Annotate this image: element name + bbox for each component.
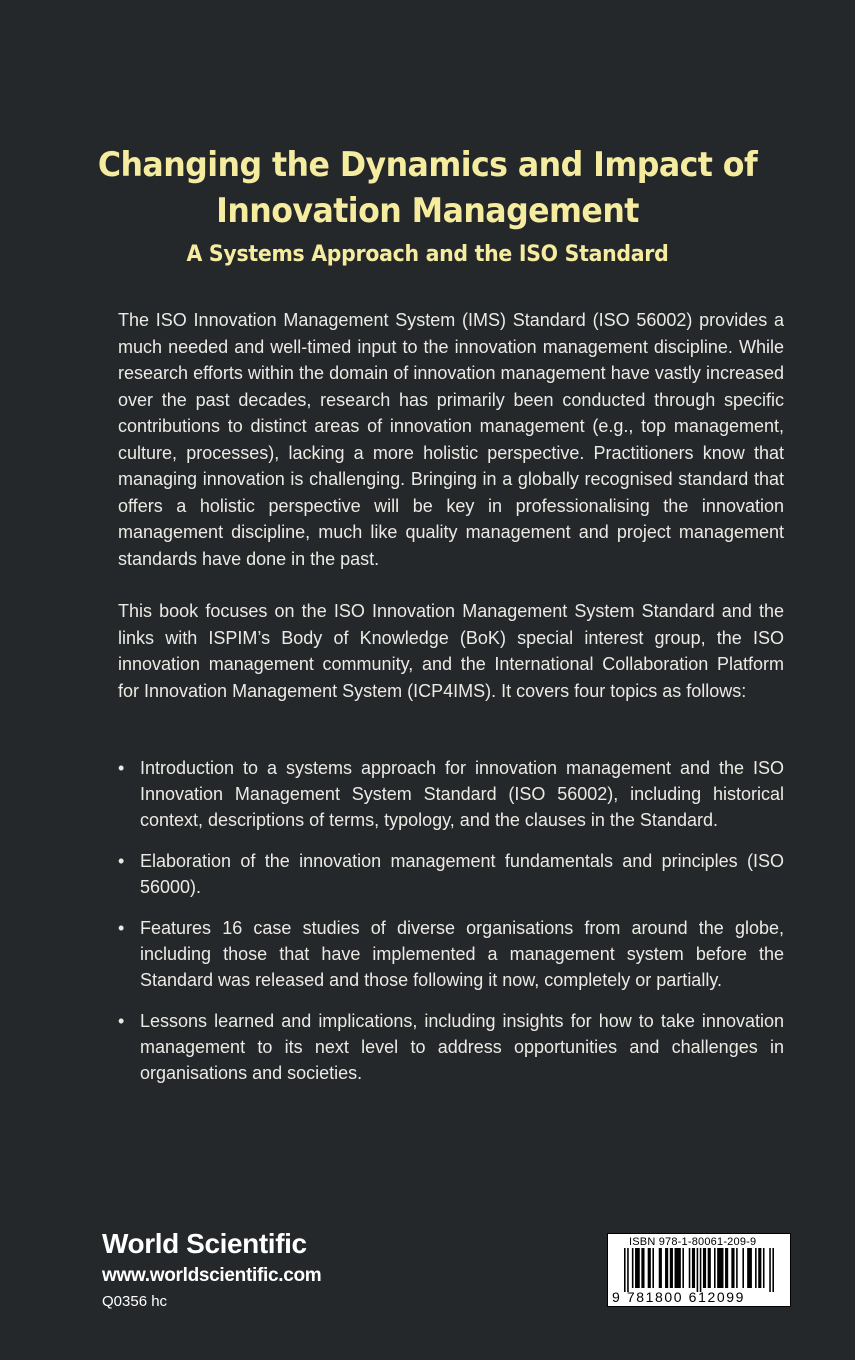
barcode-bar — [648, 1248, 651, 1288]
barcode-bar — [714, 1248, 716, 1288]
barcode-bar — [670, 1248, 673, 1288]
book-subtitle: A Systems Approach and the ISO Standard — [186, 242, 669, 267]
barcode-bar — [772, 1248, 774, 1292]
barcode-bar — [692, 1248, 695, 1288]
topic-text: Introduction to a systems approach for innovation management and the ISO Innovation Management System Standard (ISO 56002), including historical context, descriptions of terms, typology, and the clauses in the Standard. — [140, 758, 784, 830]
bullet-icon: • — [118, 1011, 125, 1031]
barcode-digits: 9 781800 612099 — [612, 1289, 745, 1305]
barcode-bar — [725, 1248, 728, 1288]
barcode-bars-icon — [624, 1248, 774, 1292]
description-paragraph-2: This book focuses on the ISO Innovation Management System Standard and the links with ISPIM’s Body of Knowledge (BoK) special interest group, the ISO innovation management community, and the International Collaboration Platform for Innovation Management System (ICP4IMS). It covers four topics as follows: — [118, 601, 784, 701]
barcode-bar — [665, 1248, 668, 1288]
bullet-icon: • — [118, 918, 125, 938]
barcode-bar — [689, 1248, 691, 1288]
barcode-bar — [632, 1248, 634, 1288]
isbn-barcode — [607, 1233, 791, 1307]
barcode-bar — [652, 1248, 654, 1288]
barcode-bar — [736, 1248, 738, 1288]
book-title: Changing the Dynamics and Impact of Innovation Management — [97, 145, 758, 231]
product-code: Q0356 hc — [102, 1293, 168, 1310]
barcode-bar — [742, 1248, 744, 1288]
barcode-bar — [635, 1248, 640, 1288]
barcode-bar — [708, 1248, 711, 1288]
barcode-bar — [769, 1248, 771, 1292]
description-paragraph-1: The ISO Innovation Management System (IMS) Standard (ISO 56002) provides a much needed and well-timed input to the innovation management discipline. While research efforts within the domain of innovation management have vastly increased over the past decades, research has primarily been conducted through specific contributions to distinct areas of innovation management (e.g., top management, culture, processes), lacking a more holistic perspective. Practitioners know that managing innovation is challenging. Bringing in a globally recognised standard that offers a holistic perspective will be key in professionalising the innovation management discipline, much like quality management and project management standards have done in the past. — [118, 310, 784, 569]
topic-item — [118, 755, 784, 833]
bullet-icon: • — [118, 851, 125, 871]
topic-item — [118, 848, 784, 900]
isbn-label: ISBN 978-1-80061-209-9 — [629, 1236, 757, 1248]
bullet-icon: • — [118, 758, 125, 778]
barcode-bar — [755, 1248, 757, 1288]
barcode-bar — [717, 1248, 723, 1288]
barcode-bar — [758, 1248, 761, 1288]
barcode-bar — [763, 1248, 765, 1288]
barcode-bar — [747, 1248, 752, 1288]
barcode-bar — [627, 1248, 629, 1292]
topic-text: Lessons learned and implications, including insights for how to take innovation management to its next level to address opportunities and challenges in organisations and societies. — [140, 1011, 784, 1083]
barcode-bar — [675, 1248, 681, 1288]
publisher-url: www.worldscientific.com — [102, 1265, 322, 1286]
topic-text: Features 16 case studies of diverse organisations from around the globe, including those that have implemented a management system before the Standard was released and those following it now, completely or partially. — [140, 918, 784, 990]
topic-item — [118, 1008, 784, 1086]
barcode-bar — [731, 1248, 734, 1288]
barcode-bar — [641, 1248, 644, 1288]
publisher-name: World Scientific — [102, 1228, 307, 1259]
barcode-bar — [703, 1248, 706, 1288]
barcode-bar — [682, 1248, 684, 1288]
barcode-bar — [697, 1248, 699, 1292]
topics-list — [118, 755, 784, 1101]
topic-item — [118, 915, 784, 993]
topic-text: Elaboration of the innovation management fundamentals and principles (ISO 56000). — [140, 851, 784, 897]
barcode-bar — [624, 1248, 626, 1292]
barcode-bar — [659, 1248, 662, 1288]
barcode-bar — [700, 1248, 702, 1292]
